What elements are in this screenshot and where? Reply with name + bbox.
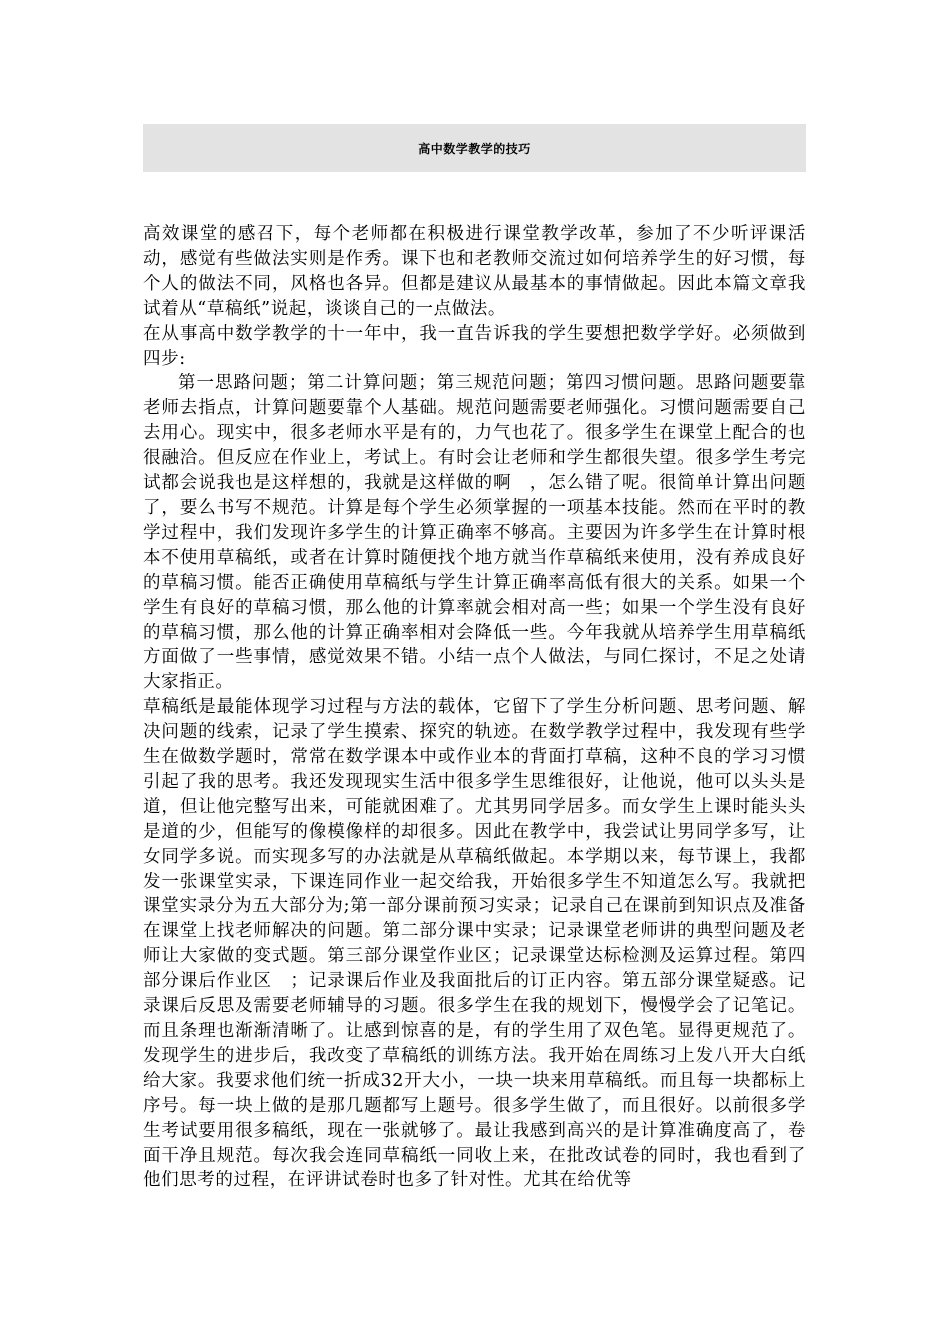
paragraph-intro: 高效课堂的感召下，每个老师都在积极进行课堂教学改革，参加了不少听评课活动，感觉有些做法实则是作秀。课下也和老教师交流过如何培养学生的好习惯，每个人的做法不同，风格也各异。但都是建议从最基本的事情做起。因此本篇文章我试着从“草稿纸”说起，谈谈自己的一点做法。 xyxy=(143,224,806,319)
title-banner xyxy=(143,124,806,172)
document-title: 高中数学教学的技巧 xyxy=(418,141,531,156)
article-body xyxy=(143,222,806,1322)
paragraph-four-steps: 在从事高中数学教学的十一年中，我一直告诉我的学生要想把数学学好。必须做到四步: xyxy=(143,323,806,369)
paragraph-calculation: 第一思路问题；第二计算问题；第三规范问题；第四习惯问题。思路问题要靠老师去指点，计算问题要靠个人基础。规范问题需要老师强化。习惯问题需要自己去用心。现实中，很多老师水平是有的，力气也花了。很多学生在课堂上配合的也很融洽。但反应在作业上，考试上。有时会让老师和学生都很失望。很多学生考完试都会说我也是这样想的，我就是这样做的啊 ，怎么错了呢。很简单计算出问题了，要么书写不规范。计算是每个学生必须掌握的一项基本技能。然而在平时的教学过程中，我们发现许多学生的计算正确率不够高。主要因为许多学生在计算时根本不使用草稿纸，或者在计算时随便找个地方就当作草稿纸来使用，没有养成良好的草稿习惯。能否正确使用草稿纸与学生计算正确率高低有很大的关系。如果一个学生有良好的草稿习惯，那么他的计算率就会相对高一些；如果一个学生没有良好的草稿习惯，那么他的计算正确率相对会降低一些。今年我就从培养学生用草稿纸方面做了一些事情，感觉效果不错。小结一点个人做法，与同仁探讨，不足之处请大家指正。 xyxy=(143,373,806,693)
paragraph-draft-paper: 草稿纸是最能体现学习过程与方法的载体，它留下了学生分析问题、思考问题、解决问题的线索，记录了学生摸索、探究的轨迹。在数学教学过程中，我发现有些学生在做数学题时，常常在数学课本中或作业本的背面打草稿，这种不良的学习习惯引起了我的思考。我还发现现实生活中很多学生思维很好，让他说，他可以头头是道，但让他完整写出来，可能就困难了。尤其男同学居多。而女学生上课时能头头是道的少，但能写的像模像样的却很多。因此在教学中，我尝试让男同学多写，让女同学多说。而实现多写的办法就是从草稿纸做起。本学期以来，每节课上，我都发一张课堂实录，下课连同作业一起交给我，开始很多学生不知道怎么写。我就把课堂实录分为五大部分为;第一部分课前预习实录；记录自己在课前到知识点及准备在课堂上找老师解决的问题。第二部分课中实录；记录课堂老师讲的典型问题及老师让大家做的变式题。第三部分课堂作业区；记录课堂达标检测及运算过程。第四部分课后作业区 ；记录课后作业及我面批后的订正内容。第五部分课堂疑惑。记录课后反思及需要老师辅导的习题。很多学生在我的规划下，慢慢学会了记笔记。而且条理也渐渐清晰了。让感到惊喜的是，有的学生用了双色笔。显得更规范了。发现学生的进步后，我改变了草稿纸的训练方法。我开始在周练习上发八开大白纸给大家。我要求他们统一折成32开大小，一块一块来用草稿纸。而且每一块都标上序号。每一块上做的是那几题都写上题号。很多学生做了，而且很好。以前很多学生考试要用很多稿纸，现在一张就够了。最让我感到高兴的是计算准确度高了，卷面干净且规范。每次我会连同草稿纸一同收上来，在批改试卷的同时，我也看到了他们思考的过程，在评讲试卷时也多了针对性。尤其在给优等 xyxy=(143,697,806,1191)
